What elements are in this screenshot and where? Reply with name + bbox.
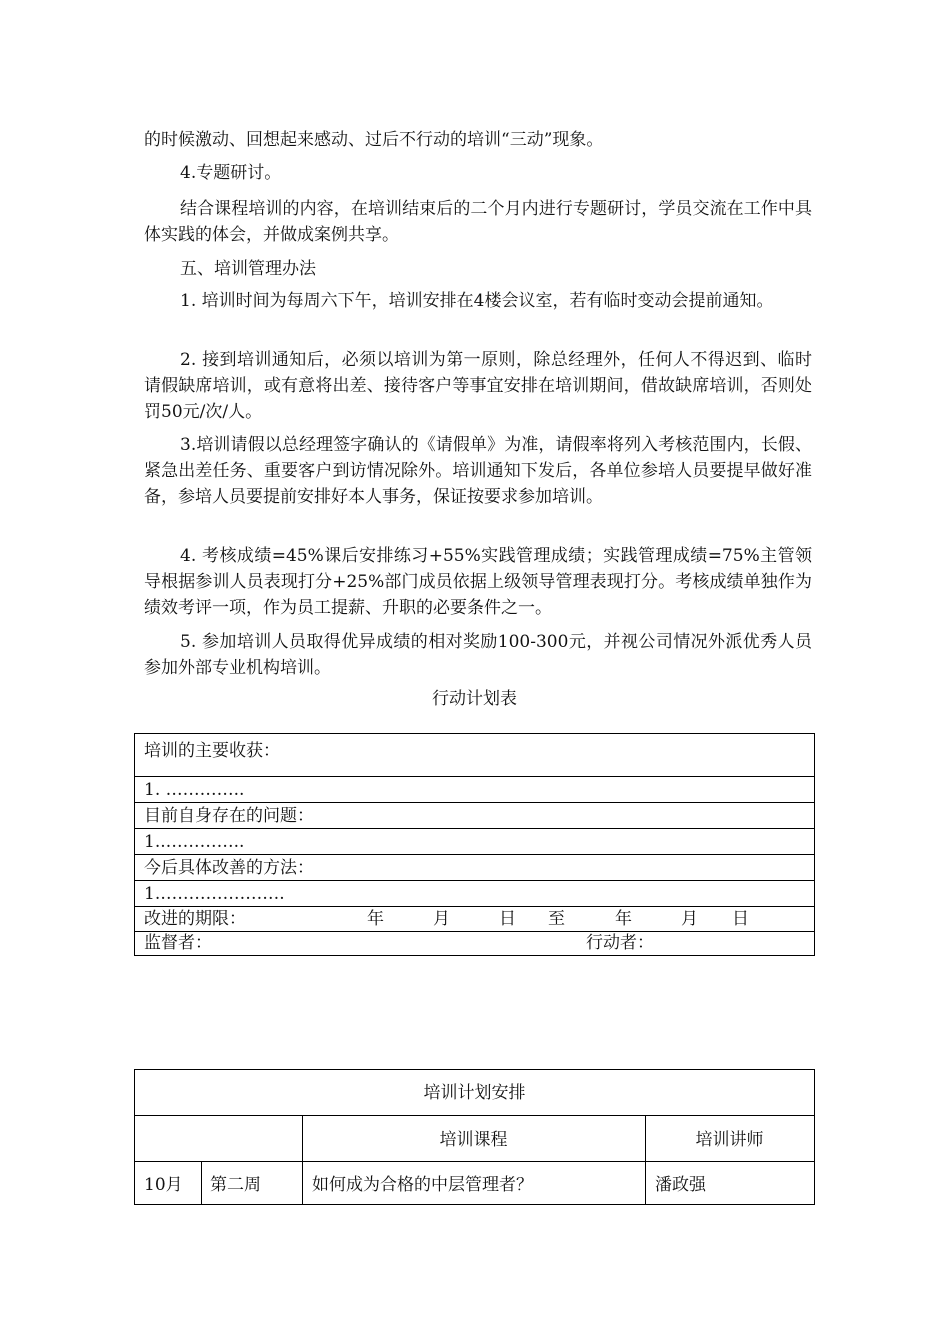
deadline-month-start: 月 bbox=[433, 909, 450, 929]
methods-label: 今后具体改善的方法： bbox=[144, 858, 314, 878]
section-heading-4: 4.专题研讨。 bbox=[180, 163, 282, 183]
rule-5: 5. 参加培训人员取得优异成绩的相对奖励100-300元，并视公司情况外派优秀人员参加外部专业机构培训。 bbox=[144, 632, 812, 678]
actor-label: 行动者： bbox=[586, 933, 654, 953]
section-heading-5: 五、培训管理办法 bbox=[180, 259, 316, 279]
header-lecturer: 培训讲师 bbox=[695, 1130, 764, 1150]
rule-2: 2. 接到培训通知后，必须以培训为第一原则，除总经理外，任何人不得迟到、临时请假缺席培训，或有意将出差、接待客户等事宜安排在培训期间，借故缺席培训，否则处罚50元/次/人。 bbox=[144, 350, 812, 422]
gains-item: 1. ………….. bbox=[144, 780, 245, 800]
deadline-label: 改进的期限： bbox=[144, 909, 246, 929]
table-row bbox=[135, 777, 814, 803]
rule-4: 4. 考核成绩=45%课后安排练习+55%实践管理成绩；实践管理成绩=75%主管领导根据参训人员表现打分+25%部门成员依据上级领导管理表现打分。考核成绩单独作为绩效考评一项，作为员工提薪、升职的必要条件之一。 bbox=[144, 546, 812, 618]
deadline-year-end: 年 bbox=[615, 909, 632, 929]
supervisor-label: 监督者： bbox=[144, 933, 212, 953]
deadline-year-start: 年 bbox=[367, 909, 384, 929]
row-month: 10月 bbox=[144, 1175, 183, 1195]
rule-3: 3.培训请假以总经理签字确认的《请假单》为准，请假率将列入考核范围内，长假、紧急出差任务、重要客户到访情况除外。培训通知下发后，各单位参培人员要提早做好准备，参培人员要提前安排好本人事务，保证按要求参加培训。 bbox=[144, 435, 812, 507]
table-row bbox=[135, 881, 814, 907]
deadline-day-end: 日 bbox=[732, 909, 749, 929]
deadline-day-start: 日 bbox=[499, 909, 516, 929]
row-lecturer: 潘政强 bbox=[655, 1175, 706, 1195]
deadline-to: 至 bbox=[548, 909, 565, 929]
problems-item: 1..………….. bbox=[144, 832, 245, 852]
methods-item: 1.…………………. bbox=[144, 884, 285, 904]
action-plan-table bbox=[134, 733, 815, 956]
schedule-title: 培训计划安排 bbox=[423, 1083, 526, 1103]
deadline-month-end: 月 bbox=[681, 909, 698, 929]
row-course: 如何成为合格的中层管理者？ bbox=[312, 1175, 533, 1195]
rule-1: 1. 培训时间为每周六下午，培训安排在4楼会议室，若有临时变动会提前通知。 bbox=[180, 291, 774, 311]
table-row bbox=[135, 932, 814, 955]
problems-label: 目前自身存在的问题： bbox=[144, 806, 314, 826]
table-row bbox=[135, 829, 814, 855]
table-row bbox=[135, 734, 814, 777]
paragraph-continuation: 的时候激动、回想起来感动、过后不行动的培训“三动”现象。 bbox=[144, 130, 604, 150]
table-row bbox=[135, 907, 814, 932]
row-week: 第二周 bbox=[210, 1175, 261, 1195]
training-schedule-table bbox=[134, 1069, 815, 1205]
gains-label: 培训的主要收获： bbox=[144, 741, 280, 761]
header-course: 培训课程 bbox=[439, 1130, 508, 1150]
table-row bbox=[135, 855, 814, 881]
paragraph-seminar: 结合课程培训的内容，在培训结束后的二个月内进行专题研讨，学员交流在工作中具体实践的体会，并做成案例共享。 bbox=[144, 199, 812, 245]
action-plan-title: 行动计划表 bbox=[432, 689, 517, 709]
table-row bbox=[135, 803, 814, 829]
